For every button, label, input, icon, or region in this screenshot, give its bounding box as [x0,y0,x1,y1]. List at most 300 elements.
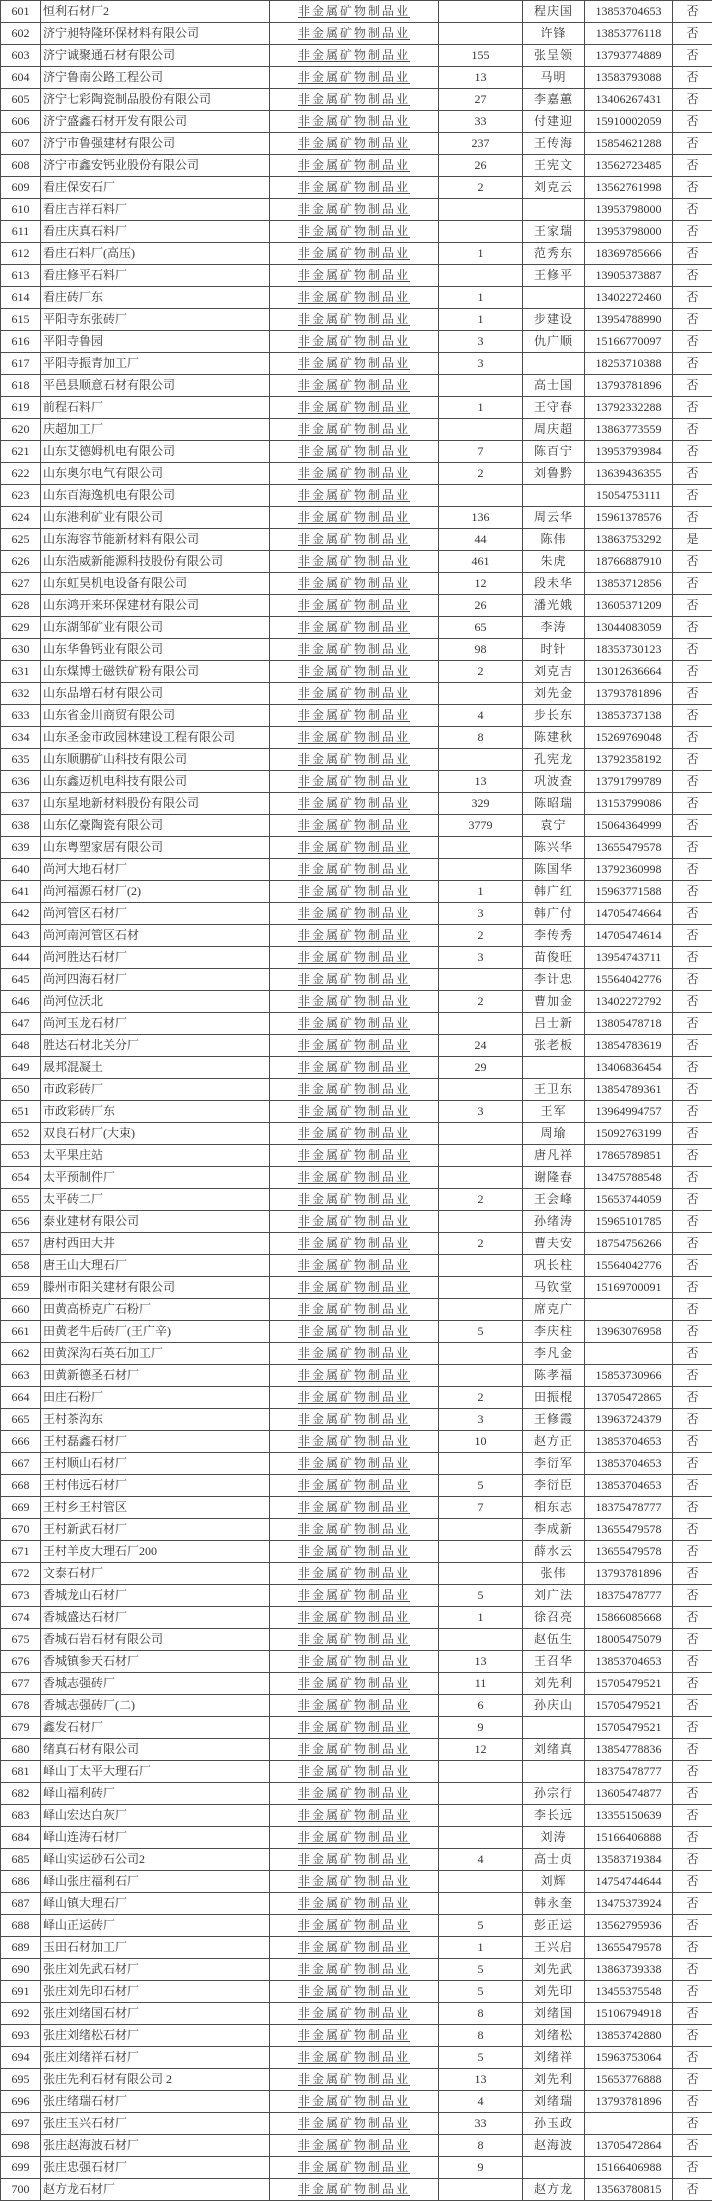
count-cell: 3 [439,1409,523,1431]
count-cell: 5 [439,1321,523,1343]
flag-cell: 否 [673,2091,712,2113]
flag-cell: 否 [673,617,712,639]
table-row [1,45,712,67]
contact-name-cell [523,1057,585,1079]
flag-cell: 否 [673,419,712,441]
row-number-cell: 684 [1,1827,41,1849]
table-row [1,331,712,353]
industry-cell: 非金属矿物制品业 [270,1233,439,1255]
industry-cell: 非金属矿物制品业 [270,1541,439,1563]
row-number-cell: 648 [1,1035,41,1057]
count-cell: 2 [439,991,523,1013]
table-row [1,1585,712,1607]
table-row [1,683,712,705]
row-number-cell: 629 [1,617,41,639]
company-name-cell: 香城龙山石材厂 [41,1585,270,1607]
phone-number-cell: 13792360998 [585,859,673,881]
count-cell [439,1827,523,1849]
phone-number-cell: 13793781896 [585,1563,673,1585]
phone-number-cell: 13853704653 [585,1431,673,1453]
industry-cell: 非金属矿物制品业 [270,1519,439,1541]
count-cell [439,1365,523,1387]
row-number-cell: 683 [1,1805,41,1827]
row-number-cell: 616 [1,331,41,353]
flag-cell: 否 [673,969,712,991]
contact-name-cell: 陈建秋 [523,727,585,749]
count-cell: 155 [439,45,523,67]
flag-cell: 否 [673,1563,712,1585]
table-row [1,1453,712,1475]
industry-cell: 非金属矿物制品业 [270,947,439,969]
industry-cell: 非金属矿物制品业 [270,111,439,133]
phone-number-cell: 13954788990 [585,309,673,331]
industry-cell: 非金属矿物制品业 [270,441,439,463]
contact-name-cell: 张伟 [523,1563,585,1585]
industry-cell: 非金属矿物制品业 [270,1739,439,1761]
row-number-cell: 618 [1,375,41,397]
contact-name-cell: 潘光娥 [523,595,585,617]
company-name-cell: 尚河胜达石材厂 [41,947,270,969]
table-row [1,2003,712,2025]
flag-cell: 否 [673,1717,712,1739]
phone-number-cell: 13655479578 [585,1519,673,1541]
contact-name-cell: 韩广付 [523,903,585,925]
row-number-cell: 667 [1,1453,41,1475]
flag-cell: 否 [673,1915,712,1937]
contact-name-cell: 王家瑞 [523,221,585,243]
flag-cell: 否 [673,705,712,727]
company-name-cell: 平阳寺鲁园 [41,331,270,353]
row-number-cell: 656 [1,1211,41,1233]
phone-number-cell: 13153799086 [585,793,673,815]
table-row [1,463,712,485]
phone-number-cell: 13563780815 [585,2179,673,2201]
industry-cell: 非金属矿物制品业 [270,1761,439,1783]
company-name-cell: 平阳寺东张砖厂 [41,309,270,331]
count-cell: 3 [439,353,523,375]
phone-number-cell: 15106794918 [585,2003,673,2025]
phone-number-cell: 14754744644 [585,1871,673,1893]
phone-number-cell: 18253710388 [585,353,673,375]
count-cell: 5 [439,1915,523,1937]
contact-name-cell: 孙宗行 [523,1783,585,1805]
table-row [1,705,712,727]
table-row [1,1629,712,1651]
contact-name-cell: 刘克吉 [523,661,585,683]
phone-number-cell: 15054753111 [585,485,673,507]
phone-number-cell: 13639436355 [585,463,673,485]
table-row [1,133,712,155]
industry-cell: 非金属矿物制品业 [270,2157,439,2179]
phone-number-cell: 13655479578 [585,1541,673,1563]
count-cell [439,837,523,859]
row-number-cell: 613 [1,265,41,287]
phone-number-cell: 15963771588 [585,881,673,903]
flag-cell: 否 [673,353,712,375]
contact-name-cell [523,485,585,507]
flag-cell: 否 [673,903,712,925]
contact-name-cell: 刘克云 [523,177,585,199]
industry-cell: 非金属矿物制品业 [270,1827,439,1849]
table-row [1,859,712,881]
count-cell [439,1277,523,1299]
company-name-cell: 双良石材厂(大束) [41,1123,270,1145]
phone-number-cell: 13953793984 [585,441,673,463]
table-row [1,67,712,89]
company-name-cell: 唐王山大理石厂 [41,1255,270,1277]
industry-cell: 非金属矿物制品业 [270,1497,439,1519]
table-row [1,1827,712,1849]
contact-name-cell [523,1761,585,1783]
company-name-cell: 山东煤博士磁铁矿粉有限公司 [41,661,270,683]
industry-cell: 非金属矿物制品业 [270,1167,439,1189]
industry-cell: 非金属矿物制品业 [270,1981,439,2003]
phone-number-cell: 13953798000 [585,221,673,243]
contact-name-cell: 刘绪松 [523,2025,585,2047]
company-name-cell: 济宁市鑫安钙业股份有限公司 [41,155,270,177]
table-row [1,1145,712,1167]
row-number-cell: 615 [1,309,41,331]
table-row [1,969,712,991]
flag-cell: 否 [673,1387,712,1409]
industry-cell: 非金属矿物制品业 [270,661,439,683]
flag-cell: 否 [673,1189,712,1211]
row-number-cell: 694 [1,2047,41,2069]
contact-name-cell: 王军 [523,1101,585,1123]
phone-number-cell: 13793781896 [585,2091,673,2113]
table-row [1,397,712,419]
phone-number-cell [585,1343,673,1365]
phone-number-cell: 15653776888 [585,2069,673,2091]
phone-number-cell: 13853704653 [585,1453,673,1475]
phone-number-cell: 13705472865 [585,1387,673,1409]
flag-cell: 否 [673,1101,712,1123]
company-name-cell: 张庄绪瑞石材厂 [41,2091,270,2113]
row-number-cell: 637 [1,793,41,815]
row-number-cell: 653 [1,1145,41,1167]
industry-cell: 非金属矿物制品业 [270,837,439,859]
table-row [1,1167,712,1189]
flag-cell: 否 [673,771,712,793]
industry-cell: 非金属矿物制品业 [270,375,439,397]
flag-cell: 否 [673,1761,712,1783]
row-number-cell: 622 [1,463,41,485]
industry-cell: 非金属矿物制品业 [270,1057,439,1079]
count-cell: 3 [439,1101,523,1123]
table-row [1,1805,712,1827]
contact-name-cell: 韩广红 [523,881,585,903]
contact-name-cell: 王宪文 [523,155,585,177]
flag-cell: 否 [673,1365,712,1387]
row-number-cell: 690 [1,1959,41,1981]
row-number-cell: 620 [1,419,41,441]
company-name-cell: 山东鑫迈机电科技有限公司 [41,771,270,793]
table-row [1,1475,712,1497]
flag-cell: 否 [673,595,712,617]
table-row [1,1695,712,1717]
flag-cell: 否 [673,1013,712,1035]
count-cell: 4 [439,705,523,727]
count-cell: 8 [439,727,523,749]
row-number-cell: 605 [1,89,41,111]
phone-number-cell: 13853742880 [585,2025,673,2047]
table-row [1,419,712,441]
flag-cell: 是 [673,529,712,551]
industry-cell: 非金属矿物制品业 [270,815,439,837]
phone-number-cell: 18766887910 [585,551,673,573]
industry-cell: 非金属矿物制品业 [270,1365,439,1387]
contact-name-cell: 范秀东 [523,243,585,265]
count-cell: 11 [439,1673,523,1695]
row-number-cell: 650 [1,1079,41,1101]
company-name-cell: 张庄刘绪祥石材厂 [41,2047,270,2069]
table-row [1,903,712,925]
company-name-cell: 尚河福源石材厂(2) [41,881,270,903]
table-row [1,23,712,45]
count-cell: 29 [439,1057,523,1079]
phone-number-cell: 15965101785 [585,1211,673,1233]
row-number-cell: 646 [1,991,41,1013]
industry-cell: 非金属矿物制品业 [270,1431,439,1453]
flag-cell: 否 [673,1255,712,1277]
industry-cell: 非金属矿物制品业 [270,1145,439,1167]
row-number-cell: 670 [1,1519,41,1541]
flag-cell: 否 [673,507,712,529]
phone-number-cell: 13792358192 [585,749,673,771]
row-number-cell: 668 [1,1475,41,1497]
contact-name-cell: 刘先利 [523,1673,585,1695]
flag-cell: 否 [673,1871,712,1893]
count-cell [439,1563,523,1585]
contact-name-cell: 李计忠 [523,969,585,991]
contact-name-cell: 李凡金 [523,1343,585,1365]
company-name-cell: 济宁盛鑫石材开发有限公司 [41,111,270,133]
table-row [1,1299,712,1321]
contact-name-cell: 步建设 [523,309,585,331]
count-cell: 44 [439,529,523,551]
company-name-cell: 看庄修平石料厂 [41,265,270,287]
contact-name-cell: 陈国华 [523,859,585,881]
phone-number-cell: 13605371209 [585,595,673,617]
contact-name-cell: 刘绪瑞 [523,2091,585,2113]
contact-name-cell: 马明 [523,67,585,89]
contact-name-cell: 赵海波 [523,2135,585,2157]
company-name-cell: 前程石料厂 [41,397,270,419]
row-number-cell: 652 [1,1123,41,1145]
industry-cell: 非金属矿物制品业 [270,1409,439,1431]
table-row [1,617,712,639]
table-row [1,2069,712,2091]
row-number-cell: 698 [1,2135,41,2157]
phone-number-cell: 13863773559 [585,419,673,441]
count-cell: 1 [439,397,523,419]
count-cell: 10 [439,1431,523,1453]
industry-cell: 非金属矿物制品业 [270,1101,439,1123]
row-number-cell: 630 [1,639,41,661]
phone-number-cell: 13964994757 [585,1101,673,1123]
company-name-cell: 山东星地新材料股份有限公司 [41,793,270,815]
row-number-cell: 669 [1,1497,41,1519]
company-name-cell: 赵方龙石材厂 [41,2179,270,2201]
table-row [1,155,712,177]
row-number-cell: 617 [1,353,41,375]
count-cell [439,1211,523,1233]
flag-cell: 否 [673,661,712,683]
flag-cell: 否 [673,133,712,155]
flag-cell: 否 [673,1585,712,1607]
phone-number-cell: 15653744059 [585,1189,673,1211]
contact-name-cell: 刘鲁黔 [523,463,585,485]
row-number-cell: 678 [1,1695,41,1717]
industry-cell: 非金属矿物制品业 [270,1079,439,1101]
phone-number-cell: 13562761998 [585,177,673,199]
industry-cell: 非金属矿物制品业 [270,573,439,595]
table-row [1,727,712,749]
company-name-cell: 看庄石料厂(高压) [41,243,270,265]
count-cell [439,1805,523,1827]
company-name-cell: 峄山实运砂石公司2 [41,1849,270,1871]
industry-cell: 非金属矿物制品业 [270,353,439,375]
company-name-cell: 峄山丁太平大理石厂 [41,1761,270,1783]
row-number-cell: 643 [1,925,41,947]
industry-cell: 非金属矿物制品业 [270,485,439,507]
phone-number-cell: 13791799789 [585,771,673,793]
row-number-cell: 634 [1,727,41,749]
count-cell: 6 [439,1695,523,1717]
row-number-cell: 687 [1,1893,41,1915]
phone-number-cell: 15064364999 [585,815,673,837]
industry-cell: 非金属矿物制品业 [270,2135,439,2157]
table-row [1,265,712,287]
flag-cell: 否 [673,1783,712,1805]
industry-cell: 非金属矿物制品业 [270,2113,439,2135]
contact-name-cell: 徐召亮 [523,1607,585,1629]
row-number-cell: 689 [1,1937,41,1959]
flag-cell: 否 [673,727,712,749]
contact-name-cell: 巩波查 [523,771,585,793]
phone-number-cell [585,1299,673,1321]
industry-cell: 非金属矿物制品业 [270,1013,439,1035]
flag-cell: 否 [673,89,712,111]
company-name-cell: 看庄庆真石料厂 [41,221,270,243]
table-row [1,309,712,331]
flag-cell: 否 [673,1233,712,1255]
contact-name-cell: 孔宪龙 [523,749,585,771]
count-cell: 1 [439,881,523,903]
count-cell: 13 [439,67,523,89]
flag-cell: 否 [673,1673,712,1695]
table-row [1,1343,712,1365]
contact-name-cell: 刘涛 [523,1827,585,1849]
industry-cell: 非金属矿物制品业 [270,705,439,727]
table-row [1,221,712,243]
count-cell: 5 [439,1959,523,1981]
table-body [1,1,712,2201]
contact-name-cell: 王传海 [523,133,585,155]
flag-cell: 否 [673,2113,712,2135]
table-row [1,1739,712,1761]
phone-number-cell: 13953798000 [585,199,673,221]
phone-number-cell: 13562723485 [585,155,673,177]
company-name-cell: 峄山张庄福利石厂 [41,1871,270,1893]
industry-cell: 非金属矿物制品业 [270,463,439,485]
industry-cell: 非金属矿物制品业 [270,1585,439,1607]
table-row [1,1431,712,1453]
contact-name-cell: 王召华 [523,1651,585,1673]
company-name-cell: 济宁鲁南公路工程公司 [41,67,270,89]
flag-cell: 否 [673,1497,712,1519]
industry-cell: 非金属矿物制品业 [270,1475,439,1497]
company-name-cell: 山东圣金市政园林建设工程有限公司 [41,727,270,749]
industry-cell: 非金属矿物制品业 [270,331,439,353]
row-number-cell: 624 [1,507,41,529]
table-row [1,1035,712,1057]
contact-name-cell: 刘先印 [523,1981,585,2003]
flag-cell: 否 [673,1937,712,1959]
company-name-cell: 市政彩砖厂 [41,1079,270,1101]
flag-cell: 否 [673,1079,712,1101]
row-number-cell: 619 [1,397,41,419]
phone-number-cell: 18754756266 [585,1233,673,1255]
industry-cell: 非金属矿物制品业 [270,67,439,89]
flag-cell: 否 [673,1629,712,1651]
company-name-cell: 香城石岩石材有限公司 [41,1629,270,1651]
count-cell [439,683,523,705]
table-row [1,375,712,397]
contact-name-cell [523,1717,585,1739]
company-name-cell: 平阳寺振青加工厂 [41,353,270,375]
industry-cell: 非金属矿物制品业 [270,155,439,177]
company-name-cell: 王村伟远石材厂 [41,1475,270,1497]
flag-cell: 否 [673,2047,712,2069]
company-name-cell: 田黄新德圣石材厂 [41,1365,270,1387]
count-cell: 2 [439,1233,523,1255]
phone-number-cell: 13863753292 [585,529,673,551]
table-row [1,1717,712,1739]
flag-cell: 否 [673,1805,712,1827]
table-row [1,1101,712,1123]
table-row [1,199,712,221]
row-number-cell: 664 [1,1387,41,1409]
table-row [1,287,712,309]
flag-cell: 否 [673,1277,712,1299]
table-row [1,441,712,463]
company-name-cell: 张庄刘先印石材厂 [41,1981,270,2003]
count-cell: 8 [439,2025,523,2047]
phone-number-cell: 15910002059 [585,111,673,133]
flag-cell: 否 [673,683,712,705]
company-name-cell: 峄山连涛石材厂 [41,1827,270,1849]
row-number-cell: 626 [1,551,41,573]
company-name-cell: 张庄玉兴石材厂 [41,2113,270,2135]
row-number-cell: 659 [1,1277,41,1299]
flag-cell: 否 [673,2069,712,2091]
count-cell: 13 [439,771,523,793]
phone-number-cell: 15854621288 [585,133,673,155]
count-cell [439,2179,523,2201]
phone-number-cell: 13012636664 [585,661,673,683]
company-name-cell: 峄山正运砖厂 [41,1915,270,1937]
company-name-cell: 济宁七彩陶瓷制品股份有限公司 [41,89,270,111]
flag-cell: 否 [673,1651,712,1673]
table-row [1,1497,712,1519]
count-cell [439,1541,523,1563]
flag-cell: 否 [673,837,712,859]
phone-number-cell: 14705474614 [585,925,673,947]
industry-cell: 非金属矿物制品业 [270,1695,439,1717]
company-name-cell: 田黄老牛后砖厂(王广辛) [41,1321,270,1343]
industry-cell: 非金属矿物制品业 [270,1277,439,1299]
